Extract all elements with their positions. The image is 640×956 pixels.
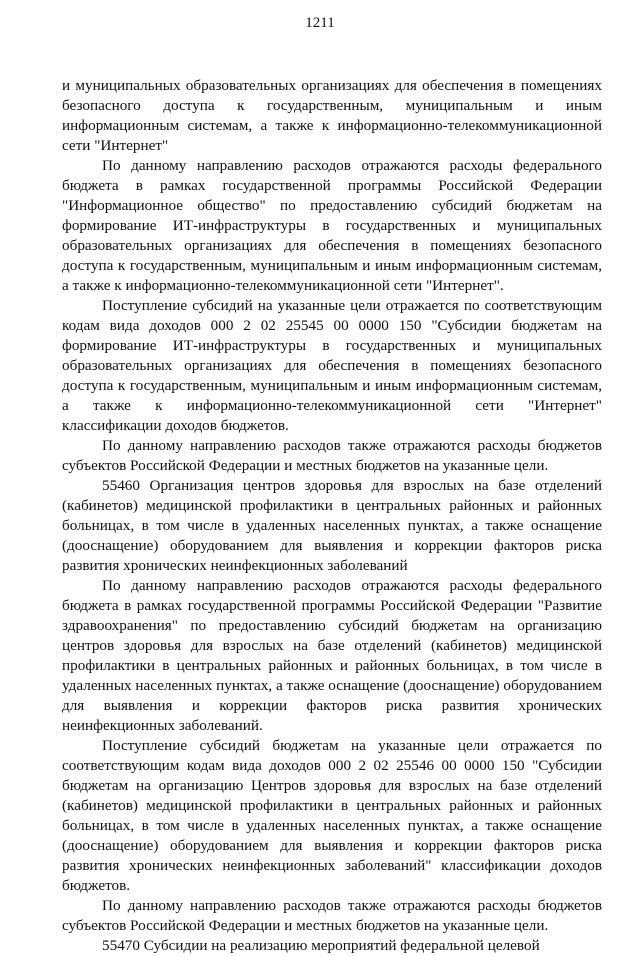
- paragraph-55470-heading: 55470 Субсидии на реализацию мероприятий федеральной целевой: [102, 937, 540, 954]
- page-number: 1211: [305, 15, 335, 31]
- paragraph: Поступление субсидий бюджетам на указанные цели отражается по соответствующим кодам вида доходов 000 2 02 25546 00 0000 150 "Субсидии бюджетам на организацию Центров здоровья для взрослых на базе отделений (кабинетов) медицинской профилактики в центральных районных и районных больницах, в том числе в удаленных населенных пунктах, а также оснащение (дооснащение) оборудованием для выявления и коррекции факторов риска развития хронических неинфекционных заболеваний" классификации доходов бюджетов.: [62, 737, 602, 894]
- paragraph: По данному направлению расходов отражаются расходы федерального бюджета в рамках государственной программы Российской Федерации "Информационное общество" по предоставлению субсидий бюджетам на формирование ИТ-инфраструктуры в государственных и муниципальных образовательных организациях для обеспечения в помещениях безопасного доступа к государственным, муниципальным и иным информационным системам, а также к информационно-телекоммуникационной сети "Интернет".: [62, 157, 602, 294]
- document-body: [62, 76, 602, 956]
- paragraph: По данному направлению расходов также отражаются расходы бюджетов субъектов Российской Федерации и местных бюджетов на указанные цели.: [62, 437, 602, 474]
- paragraph: и муниципальных образовательных организациях для обеспечения в помещениях безопасного доступа к государственным, муниципальным и иным информационным системам, а также к информационно-телекоммуникационной сети "Интернет": [62, 77, 602, 154]
- paragraph-55460-heading: 55460 Организация центров здоровья для взрослых на базе отделений (кабинетов) медицинской профилактики в центральных районных и районных больницах, в том числе в удаленных населенных пунктах, а также оснащение (дооснащение) оборудованием для выявления и коррекции факторов риска развития хронических неинфекционных заболеваний: [62, 477, 602, 574]
- paragraph: По данному направлению расходов отражаются расходы федерального бюджета в рамках государственной программы Российской Федерации "Развитие здравоохранения" по предоставлению субсидий бюджетам на организацию центров здоровья для взрослых на базе отделений (кабинетов) медицинской профилактики в центральных районных и районных больницах, в том числе в удаленных населенных пунктах, а также оснащение (дооснащение) оборудованием для выявления и коррекции факторов риска развития хронических неинфекционных заболеваний.: [62, 577, 602, 734]
- paragraph: По данному направлению расходов также отражаются расходы бюджетов субъектов Российской Федерации и местных бюджетов на указанные цели.: [62, 897, 602, 934]
- paragraph: Поступление субсидий на указанные цели отражается по соответствующим кодам вида доходов 000 2 02 25545 00 0000 150 "Субсидии бюджетам на формирование ИТ-инфраструктуры в государственных и муниципальных образовательных организациях для обеспечения в помещениях безопасного доступа к государственным, муниципальным и иным информационным системам, а также к информационно-телекоммуникационной сети "Интернет" классификации доходов бюджетов.: [62, 297, 602, 434]
